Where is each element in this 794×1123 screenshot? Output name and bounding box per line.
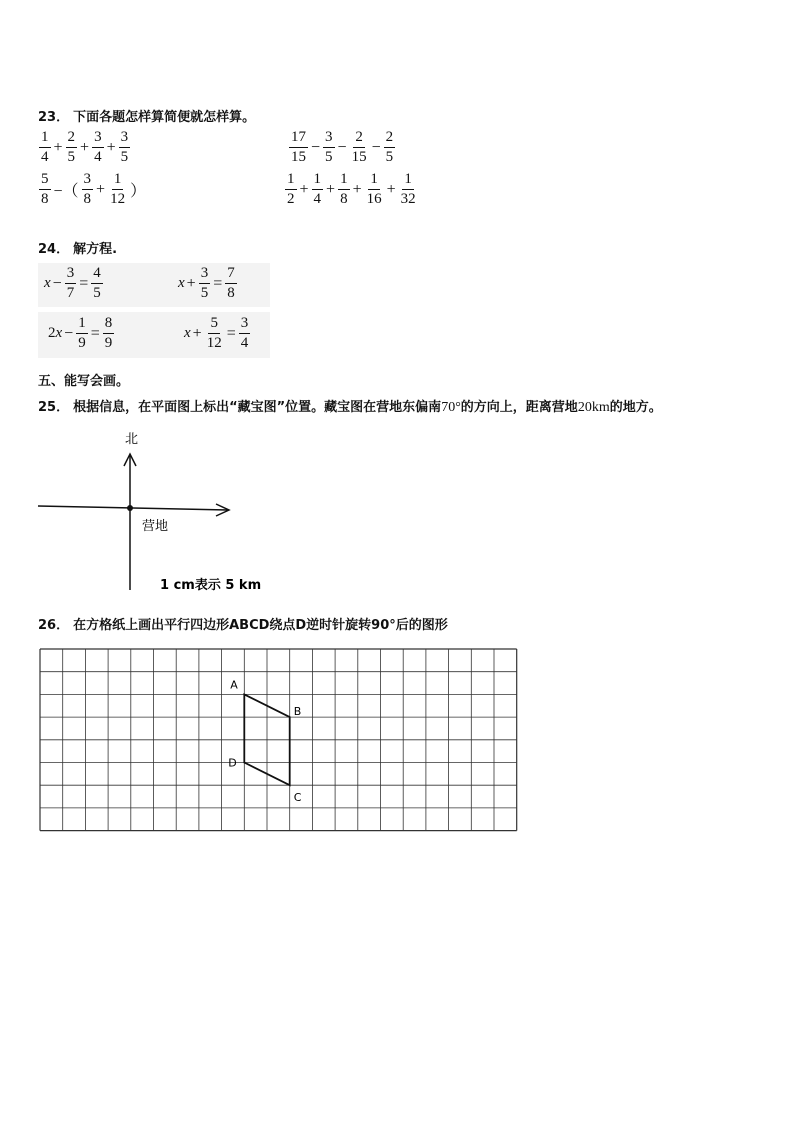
- q25-text-b: 的方向上，距离营地: [460, 400, 578, 415]
- fraction: $\frac{3}{8}$: [83, 171, 92, 207]
- fraction: $\frac{1}{8}$: [340, 171, 348, 207]
- fraction: $\frac{3}{5}$: [325, 129, 333, 165]
- q25-angle: 70°: [441, 400, 461, 415]
- vertex-label-c: C: [293, 791, 302, 805]
- vertex-label-d: D: [228, 756, 237, 770]
- q25-distance: 20km: [577, 400, 610, 415]
- fraction: $\frac{17}{15}$: [291, 129, 306, 165]
- q24-equation-4: x + $\frac{5}{12}$ = $\frac{3}{4}$: [184, 315, 249, 351]
- q24-instruction: 解方程.: [73, 242, 118, 257]
- q25-text-c: 的地方。: [609, 400, 662, 415]
- fraction: $\frac{1}{4}$: [313, 171, 322, 207]
- q23-expression-1: $\frac{1}{4}$ + $\frac{2}{5}$ + $\frac{3}{4}$ + $\frac{3}{5}$: [41, 129, 129, 165]
- scale-label: 1 cm表示 5 km: [160, 578, 262, 593]
- q26-header: [38, 614, 448, 633]
- q23-expression-3: $\frac{5}{8}$ −（ $\frac{3}{8}$ + $\frac{1}{12}$ ）: [41, 171, 147, 207]
- fraction: $\frac{2}{5}$: [385, 129, 394, 165]
- camp-point: [127, 505, 133, 511]
- q24-equation-1: x − $\frac{3}{7}$ = $\frac{4}{5}$: [44, 265, 101, 301]
- grid-paper: [38, 646, 524, 838]
- vertex-label-b: B: [293, 705, 302, 719]
- fraction: $\frac{3}{5}$: [120, 129, 129, 165]
- fraction: $\frac{4}{5}$: [93, 265, 101, 301]
- q25-number: 25．: [38, 400, 70, 415]
- vertex-label-a: A: [230, 678, 238, 692]
- q23-expression-4: $\frac{1}{2}$ + $\frac{1}{4}$ + $\frac{1}{8}$ + $\frac{1}{16}$ + $\frac{1}{32}$: [287, 171, 416, 207]
- fraction: $\frac{5}{12}$: [206, 315, 222, 351]
- fraction: $\frac{5}{8}$: [41, 171, 49, 207]
- fraction: $\frac{1}{4}$: [41, 129, 49, 165]
- fraction: $\frac{1}{32}$: [400, 171, 416, 207]
- q23-number: 23．: [38, 110, 70, 125]
- fraction: $\frac{3}{5}$: [200, 265, 209, 301]
- fraction: $\frac{1}{12}$: [110, 171, 126, 207]
- q24-equation-2: x + $\frac{3}{5}$ = $\frac{7}{8}$: [178, 265, 235, 301]
- fraction: $\frac{3}{4}$: [240, 315, 249, 351]
- section-5-title: 五、能写会画。: [38, 374, 130, 389]
- q23-expression-2: $\frac{17}{15}$ − $\frac{3}{5}$ − $\frac{2}{15}$ − $\frac{2}{5}$: [291, 129, 394, 165]
- fraction: $\frac{7}{8}$: [227, 265, 235, 301]
- fraction: $\frac{3}{4}$: [94, 129, 102, 165]
- q23-instruction: 下面各题怎样算简便就怎样算。: [73, 110, 256, 125]
- fraction: $\frac{1}{16}$: [366, 171, 382, 207]
- fraction: $\frac{1}{9}$: [78, 315, 86, 351]
- grid-lines: [40, 649, 517, 831]
- fraction: $\frac{2}{5}$: [67, 129, 76, 165]
- fraction: $\frac{8}{9}$: [104, 315, 113, 351]
- north-label: 北: [125, 432, 139, 447]
- q26-instruction: 在方格纸上画出平行四边形ABCD绕点D逆时针旋转90°后的图形: [73, 618, 448, 633]
- fraction: $\frac{1}{2}$: [287, 171, 295, 207]
- q25-text-a: 根据信息，在平面图上标出“藏宝图”位置。藏宝图在营地东偏南: [73, 400, 442, 415]
- fraction: $\frac{3}{7}$: [66, 265, 75, 301]
- q24-equation-3: 2 x − $\frac{1}{9}$ = $\frac{8}{9}$: [48, 315, 113, 351]
- fraction: $\frac{2}{15}$: [351, 129, 367, 165]
- camp-label: 营地: [142, 519, 169, 534]
- q24-number: 24．: [38, 242, 70, 257]
- q26-number: 26．: [38, 618, 70, 633]
